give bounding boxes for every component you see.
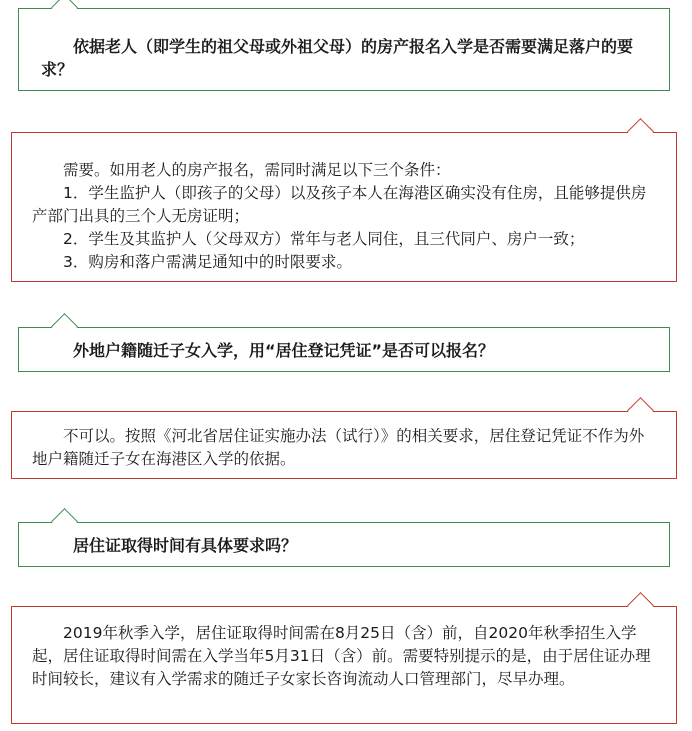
answer-line: 需要。如用老人的房产报名，需同时满足以下三个条件： (63, 161, 451, 179)
speech-pointer (51, 313, 78, 340)
question-box-3 (18, 522, 670, 567)
answer-box-3 (11, 606, 677, 724)
question-text-3: 居住证取得时间有具体要求吗？ (73, 536, 298, 555)
question-box-2 (18, 327, 670, 372)
speech-pointer (627, 118, 654, 145)
answer-line: 不可以。按照《河北省居住证实施办法（试行）》的相关要求，居住登记凭证不作为外地户籍随迁子女在海港区入学的依据。 (32, 427, 645, 468)
speech-pointer (627, 592, 654, 619)
speech-pointer (627, 397, 654, 424)
question-box-1 (18, 8, 670, 91)
speech-pointer (51, 0, 78, 21)
answer-box-2 (11, 411, 677, 479)
speech-pointer (51, 508, 78, 535)
answer-line: 3．购房和落户需满足通知中的时限要求。 (63, 253, 352, 271)
question-text-1: 依据老人（即学生的祖父母或外祖父母）的房产报名入学是否需要满足落户的要求？ (41, 37, 634, 79)
answer-line: 1．学生监护人（即孩子的父母）以及孩子本人在海港区确实没有住房，且能够提供房产部门出具的三个人无房证明； (32, 184, 647, 225)
answer-line: 2．学生及其监护人（父母双方）常年与老人同住，且三代同户、房户一致； (63, 230, 585, 248)
answer-box-1 (11, 132, 677, 282)
answer-line: 2019年秋季入学，居住证取得时间需在8月25日（含）前，自2020年秋季招生入学起，居住证取得时间需在入学当年5月31日（含）前。需要特别提示的是，由于居住证办理时间较长，建议有入学需求的随迁子女家长咨询流动人口管理部门，尽早办理。 (32, 624, 651, 688)
question-text-2: 外地户籍随迁子女入学，用“居住登记凭证”是否可以报名？ (73, 341, 495, 360)
